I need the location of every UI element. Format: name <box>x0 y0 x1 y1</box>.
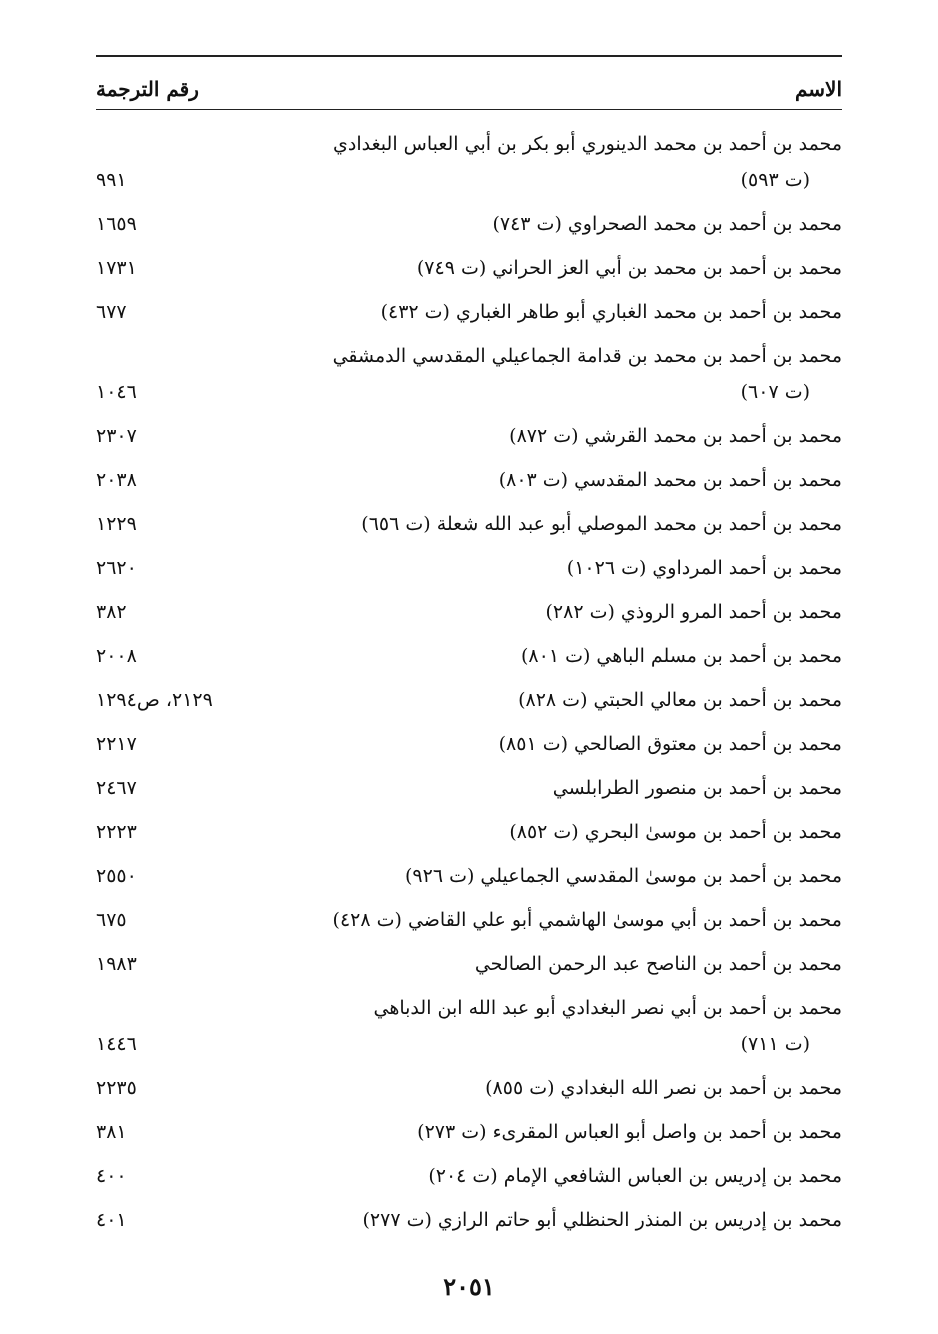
page-number: ٢٠٥١ <box>443 1272 495 1301</box>
entry-name: محمد بن أحمد بن محمد القرشي (ت ٨٧٢) <box>509 425 842 447</box>
list-item <box>96 206 842 242</box>
list-item <box>96 814 842 850</box>
entry-number: ٢٥٥٠ <box>96 865 137 887</box>
entries-list <box>96 126 842 1238</box>
entry-name: محمد بن أحمد بن موسىٰ البحري (ت ٨٥٢) <box>509 821 842 843</box>
list-item <box>96 990 842 1062</box>
entry-name: محمد بن أحمد بن واصل أبو العباس المقرىء (ت ٢٧٣) <box>417 1121 842 1143</box>
list-item <box>96 550 842 586</box>
entry-number: ١٠٤٦ <box>96 381 137 403</box>
list-item <box>96 770 842 806</box>
entry-name: محمد بن أحمد بن محمد بن قدامة الجماعيلي المقدسي الدمشقي <box>332 345 842 367</box>
entry-death-date: (ت ٥٩٣) <box>740 169 810 191</box>
entry-name: محمد بن أحمد بن نصر الله البغدادي (ت ٨٥٥) <box>485 1077 842 1099</box>
list-item <box>96 338 842 410</box>
list-item <box>96 506 842 542</box>
list-item <box>96 946 842 982</box>
list-item <box>96 126 842 198</box>
entry-name: محمد بن أحمد بن أبي نصر البغدادي أبو عبد الله ابن الدباهي <box>373 997 842 1019</box>
entry-name: محمد بن أحمد المرو الروذي (ت ٢٨٢) <box>545 601 842 623</box>
entry-number: ٢٢١٧ <box>96 733 137 755</box>
table-header <box>96 57 842 110</box>
entry-number: ١٩٨٣ <box>96 953 137 975</box>
entry-name: محمد بن أحمد بن محمد الغباري أبو طاهر الغباري (ت ٤٣٢) <box>380 301 842 323</box>
entry-number: ١٢٢٩ <box>96 513 137 535</box>
entry-death-date: (ت ٦٠٧) <box>740 381 810 403</box>
entry-name: محمد بن أحمد بن معتوق الصالحي (ت ٨٥١) <box>498 733 842 755</box>
entry-name: محمد بن أحمد بن مسلم الباهي (ت ٨٠١) <box>520 645 842 667</box>
list-item <box>96 682 842 718</box>
entry-number: ٢٢٣٥ <box>96 1077 137 1099</box>
entry-name: محمد بن إدريس بن المنذر الحنظلي أبو حاتم الرازي (ت ٢٧٧) <box>362 1209 842 1231</box>
entry-number: ٢٠٠٨ <box>96 645 137 667</box>
entry-number: ٣٨١ <box>96 1121 127 1143</box>
entry-number: ٢٦٢٠ <box>96 557 137 579</box>
entry-name: محمد بن أحمد بن محمد المقدسي (ت ٨٠٣) <box>498 469 842 491</box>
entry-number: ٦٧٧ <box>96 301 127 323</box>
list-item <box>96 1158 842 1194</box>
list-item <box>96 638 842 674</box>
index-page <box>96 55 842 1238</box>
number-column-header: رقم الترجمة <box>96 77 199 101</box>
list-item <box>96 1070 842 1106</box>
entry-number: ١٤٤٦ <box>96 1033 137 1055</box>
list-item <box>96 418 842 454</box>
list-item <box>96 462 842 498</box>
list-item <box>96 726 842 762</box>
entry-number: ٤٠٠ <box>96 1165 127 1187</box>
entry-number: ٩٩١ <box>96 169 127 191</box>
list-item <box>96 1202 842 1238</box>
entry-number: ٣٨٢ <box>96 601 127 623</box>
entry-number: ١٦٥٩ <box>96 213 137 235</box>
entry-number: ٤٠١ <box>96 1209 127 1231</box>
entry-number: ٢٤٦٧ <box>96 777 137 799</box>
list-item <box>96 294 842 330</box>
entry-number: ٢٣٠٧ <box>96 425 137 447</box>
entry-number: ٢٢٢٣ <box>96 821 137 843</box>
list-item <box>96 250 842 286</box>
entry-name: محمد بن أحمد بن منصور الطرابلسي <box>552 777 842 799</box>
entry-number: ٦٧٥ <box>96 909 127 931</box>
entry-name: محمد بن أحمد بن موسىٰ المقدسي الجماعيلي (ت ٩٢٦) <box>405 865 842 887</box>
list-item <box>96 902 842 938</box>
entry-name: محمد بن أحمد المرداوي (ت ١٠٢٦) <box>566 557 842 579</box>
name-column-header: الاسم <box>794 77 842 101</box>
entry-name: محمد بن أحمد بن أبي موسىٰ الهاشمي أبو علي القاضي (ت ٤٢٨) <box>332 909 842 931</box>
list-item <box>96 594 842 630</box>
list-item <box>96 858 842 894</box>
entry-name: محمد بن إدريس بن العباس الشافعي الإمام (ت ٢٠٤) <box>428 1165 842 1187</box>
entry-name: محمد بن أحمد بن محمد الموصلي أبو عبد الله شعلة (ت ٦٥٦) <box>361 513 842 535</box>
entry-number: ٢١٢٩، ص١٢٩٤ <box>96 689 213 711</box>
entry-name: محمد بن أحمد بن معالي الحبتي (ت ٨٢٨) <box>518 689 842 711</box>
entry-name: محمد بن أحمد بن محمد بن أبي العز الحراني (ت ٧٤٩) <box>416 257 842 279</box>
entry-number: ١٧٣١ <box>96 257 137 279</box>
entry-name: محمد بن أحمد بن محمد الصحراوي (ت ٧٤٣) <box>492 213 842 235</box>
entry-name: محمد بن أحمد بن محمد الدينوري أبو بكر بن أبي العباس البغدادي <box>333 133 842 155</box>
entry-number: ٢٠٣٨ <box>96 469 137 491</box>
entry-death-date: (ت ٧١١) <box>740 1033 810 1055</box>
entry-name: محمد بن أحمد بن الناصح عبد الرحمن الصالحي <box>474 953 842 975</box>
list-item <box>96 1114 842 1150</box>
